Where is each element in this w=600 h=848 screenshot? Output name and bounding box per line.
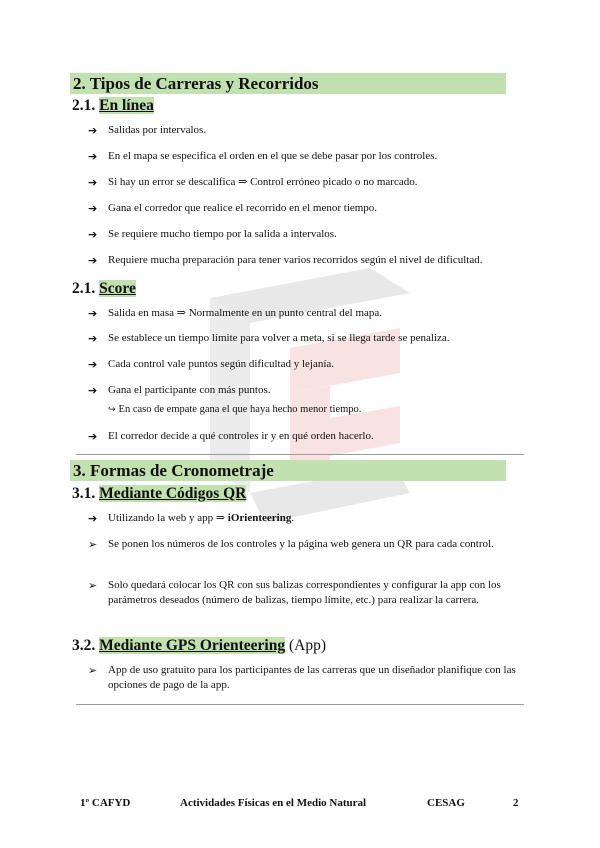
list-item: ➔ Se requiere mucho tiempo por la salida a intervalos. xyxy=(88,228,337,241)
subsection-title-en-linea xyxy=(72,97,154,115)
subsection-number: 3.2. xyxy=(72,637,96,654)
list-item: ➔ Cada control vale puntos según dificultad y lejanía. xyxy=(88,358,335,371)
subsection-number: 3.1. xyxy=(72,485,96,502)
list-item: ➔ Gana el participante con más puntos. xyxy=(88,384,271,397)
chevron-right-icon: ➢ xyxy=(88,579,98,592)
subsection-name: Mediante GPS Orienteering xyxy=(99,637,286,654)
arrow-icon: ➔ xyxy=(88,150,98,163)
list-item: ➔ Requiere mucha preparación para tener varios recorridos según el nivel de dificultad. xyxy=(88,254,483,267)
subsection-name: Score xyxy=(99,280,136,297)
app-name: iOrienteering xyxy=(227,512,292,524)
arrow-icon: ➔ xyxy=(88,430,98,443)
list-item: ➢ App de uso gratuito para los participantes de las carreras que un diseñador planifique con las opciones de pago de la app. xyxy=(88,664,516,691)
list-item: ➔ Salida en masa ⇒ Normalmente en un punto central del mapa. xyxy=(88,307,383,320)
arrow-icon: ➔ xyxy=(88,228,98,241)
list-item: ➔ Si hay un error se descalifica ⇒ Control erróneo picado o no marcado. xyxy=(88,176,418,189)
list-item: ➔ En el mapa se especifica el orden en el que se debe pasar por los controles. xyxy=(88,150,438,163)
list-item: ➢ Solo quedará colocar los QR con sus balizas correspondientes y configurar la app con los parámetros deseados (número de balizas, tiempo límite, etc.) para realizar la carrera. xyxy=(88,579,501,606)
page-number: 2 xyxy=(513,797,519,809)
list-item: ➔ Salidas por intervalos. xyxy=(88,124,207,137)
footer-course: 1º CAFYD xyxy=(80,797,131,809)
arrow-icon: ➔ xyxy=(88,512,98,525)
list-item: ➢ Se ponen los números de los controles y la página web genera un QR para cada control. xyxy=(88,538,494,551)
subsection-title-gps xyxy=(72,637,326,655)
arrow-icon: ➔ xyxy=(88,202,98,215)
subsection-title-score xyxy=(72,280,136,298)
arrow-icon: ➔ xyxy=(88,384,98,397)
subsection-suffix: (App) xyxy=(288,637,326,654)
list-item: ➔ Gana el corredor que realice el recorrido en el menor tiempo. xyxy=(88,202,378,215)
divider xyxy=(76,704,524,705)
section-title-tipos: 2. Tipos de Carreras y Recorridos xyxy=(70,73,506,94)
footer-subject: Actividades Físicas en el Medio Natural xyxy=(180,797,367,809)
subsection-title-qr xyxy=(72,485,246,503)
list-item: ➔ Utilizando la web y app ⇒ iOrienteering. xyxy=(88,512,295,525)
arrow-icon: ➔ xyxy=(88,358,98,371)
hook-arrow-icon: ↪ xyxy=(108,405,116,415)
section-title-cronometraje: 3. Formas de Cronometraje xyxy=(70,460,506,481)
arrow-icon: ➔ xyxy=(88,124,98,137)
arrow-icon: ➔ xyxy=(88,332,98,345)
chevron-right-icon: ➢ xyxy=(88,538,98,551)
divider xyxy=(76,454,524,455)
list-item: ➔ El corredor decide a qué controles ir y en qué orden hacerlo. xyxy=(88,430,374,443)
sub-list-item: ↪ En caso de empate gana el que haya hecho menor tiempo. xyxy=(108,404,362,415)
subsection-number: 2.1. xyxy=(72,280,96,297)
chevron-right-icon: ➢ xyxy=(88,664,98,677)
list-item: ➔ Se establece un tiempo límite para volver a meta, si se llega tarde se penaliza. xyxy=(88,332,450,345)
subsection-number: 2.1. xyxy=(72,97,96,114)
footer-institution: CESAG xyxy=(427,797,465,809)
arrow-icon: ➔ xyxy=(88,307,98,320)
subsection-name: Mediante Códigos QR xyxy=(99,485,247,502)
arrow-icon: ➔ xyxy=(88,176,98,189)
arrow-icon: ➔ xyxy=(88,254,98,267)
subsection-name: En línea xyxy=(99,97,154,114)
